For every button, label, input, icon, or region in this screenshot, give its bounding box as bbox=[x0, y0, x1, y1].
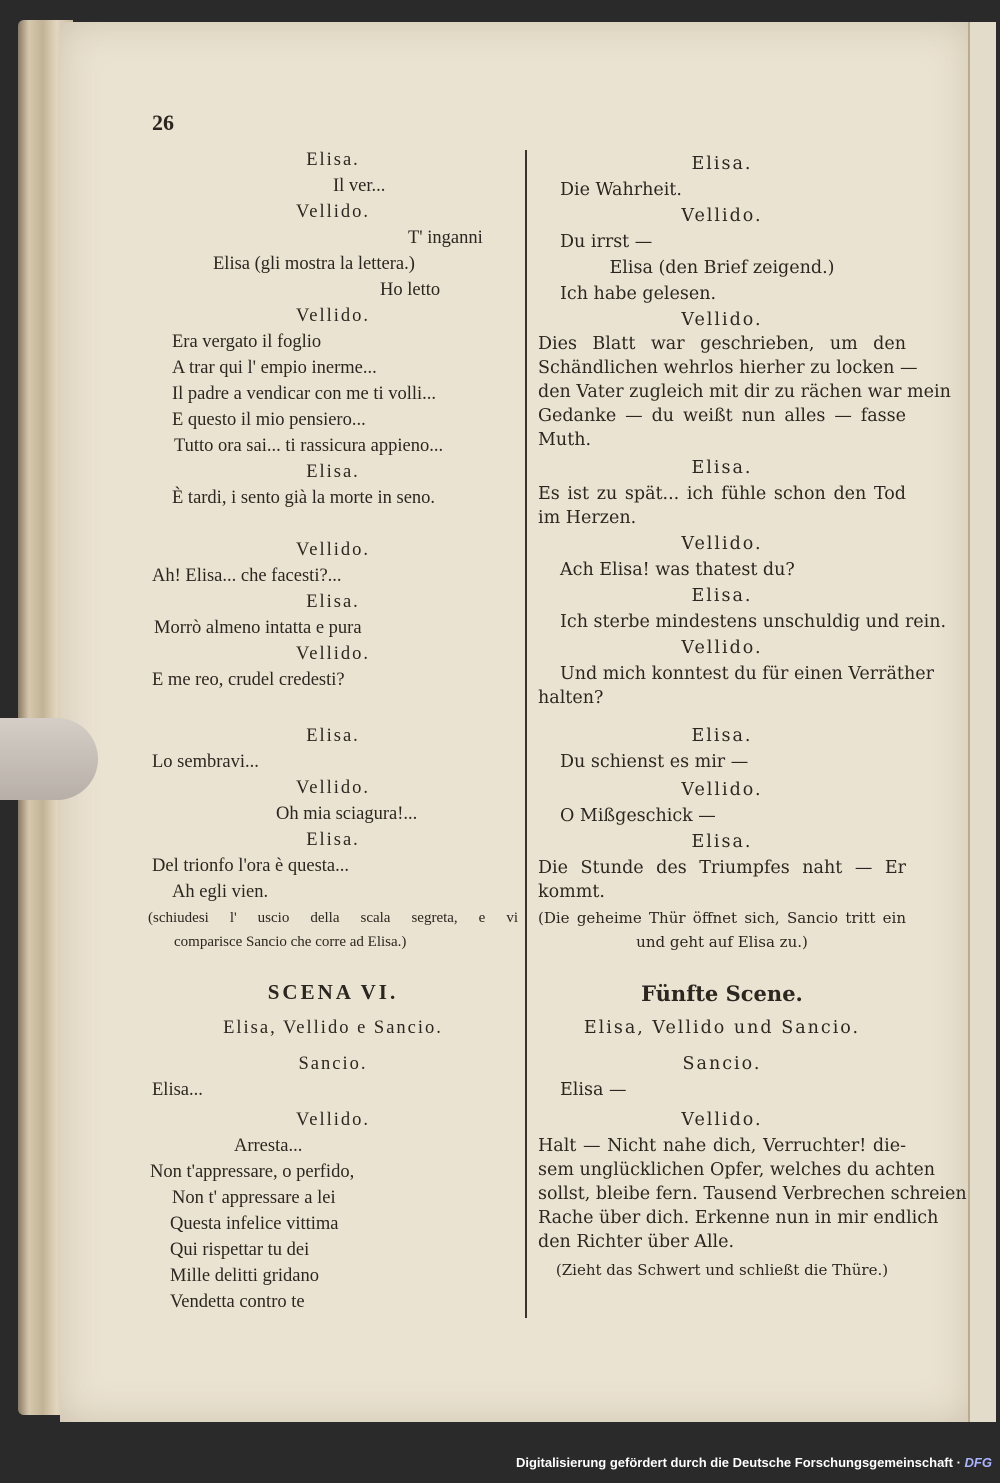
text-line: Und mich konntest du für einen Verräther bbox=[560, 664, 934, 684]
column-divider bbox=[525, 150, 527, 1318]
text-line: Du schienst es mir — bbox=[560, 752, 749, 772]
text-line: Non t' appressare a lei bbox=[172, 1188, 336, 1208]
text-line: kommt. bbox=[538, 882, 605, 902]
text-line: Vellido. bbox=[295, 540, 371, 560]
text-line: den Vater zugleich mit dir zu rächen war mein bbox=[538, 382, 951, 402]
text-line: Il padre a vendicar con me ti volli... bbox=[172, 384, 437, 404]
text-line: Elisa. bbox=[691, 832, 753, 852]
text-line: Sancio. bbox=[298, 1054, 368, 1074]
text-line: Ah! Elisa... che facesti?... bbox=[152, 566, 342, 586]
text-line: Ah egli vien. bbox=[172, 882, 269, 902]
text-line: Vellido. bbox=[295, 306, 371, 326]
text-line: Vellido. bbox=[681, 638, 763, 658]
text-line: Elisa (den Brief zeigend.) bbox=[609, 258, 835, 278]
text-line: im Herzen. bbox=[538, 508, 637, 528]
footer-text: Digitalisierung gefördert durch die Deutsche Forschungsgemeinschaft · bbox=[515, 1455, 961, 1470]
text-line: Qui rispettar tu dei bbox=[170, 1240, 310, 1260]
text-line: Ich habe gelesen. bbox=[560, 284, 717, 304]
text-line: Ich sterbe mindestens unschuldig und rein. bbox=[560, 612, 947, 632]
text-line: den Richter über Alle. bbox=[538, 1232, 735, 1252]
text-line: E questo il mio pensiero... bbox=[172, 410, 366, 430]
dfg-logo: DFG bbox=[964, 1455, 992, 1470]
next-page-strip bbox=[968, 22, 996, 1422]
text-line: Du irrst — bbox=[560, 232, 653, 252]
text-line: Mille delitti gridano bbox=[170, 1266, 320, 1286]
page-number: 26 bbox=[152, 110, 174, 135]
text-line: Elisa. bbox=[306, 830, 360, 850]
text-line: Vendetta contro te bbox=[170, 1292, 305, 1312]
text-line: Sancio. bbox=[682, 1054, 762, 1074]
text-line: Muth. bbox=[538, 430, 592, 450]
text-line: Elisa... bbox=[152, 1080, 203, 1100]
text-line: Oh mia sciagura!... bbox=[276, 804, 418, 824]
text-line: comparisce Sancio che corre ad Elisa.) bbox=[174, 934, 407, 950]
text-line: (Die geheime Thür öffnet sich, Sancio tritt ein bbox=[538, 909, 906, 927]
text-line: Elisa. bbox=[691, 458, 753, 478]
text-line: Elisa, Vellido und Sancio. bbox=[583, 1018, 861, 1038]
text-line: sem unglücklichen Opfer, welches du achten bbox=[538, 1160, 936, 1180]
text-line: Vellido. bbox=[681, 534, 763, 554]
text-line: Schändlichen wehrlos hierher zu locken — bbox=[538, 358, 918, 378]
text-line: und geht auf Elisa zu.) bbox=[636, 933, 808, 951]
text-line: Elisa. bbox=[306, 592, 360, 612]
text-line: Arresta... bbox=[234, 1136, 303, 1156]
text-line: (Zieht das Schwert und schließt die Thüre.) bbox=[555, 1261, 889, 1279]
text-line: Elisa (gli mostra la lettera.) bbox=[213, 254, 415, 274]
text-line: Die Wahrheit. bbox=[560, 180, 682, 200]
text-line: Morrò almeno intatta e pura bbox=[154, 618, 362, 638]
text-line: Elisa. bbox=[691, 154, 753, 174]
text-line: Es ist zu spät... ich fühle schon den Tod bbox=[538, 484, 906, 504]
text-line: Ho letto bbox=[380, 280, 441, 300]
text-line: Era vergato il foglio bbox=[172, 332, 322, 352]
text-line: Vellido. bbox=[295, 202, 371, 222]
text-line: Ach Elisa! was thatest du? bbox=[560, 560, 795, 580]
text-line: Del trionfo l'ora è questa... bbox=[152, 856, 350, 876]
text-line: halten? bbox=[538, 688, 604, 708]
text-line: Vellido. bbox=[295, 778, 371, 798]
text-line: O Mißgeschick — bbox=[560, 806, 716, 826]
text-line: Vellido. bbox=[681, 780, 763, 800]
text-line: Vellido. bbox=[681, 1110, 763, 1130]
text-line: Tutto ora sai... ti rassicura appieno... bbox=[174, 436, 444, 456]
text-line: Gedanke — du weißt nun alles — fasse bbox=[538, 406, 906, 426]
text-line: Halt — Nicht nahe dich, Verruchter! die- bbox=[538, 1136, 906, 1156]
text-line: Rache über dich. Erkenne nun in mir endlich bbox=[538, 1208, 939, 1228]
text-line: Elisa. bbox=[306, 726, 360, 746]
text-line: Questa infelice vittima bbox=[170, 1214, 339, 1234]
text-line: Il ver... bbox=[333, 176, 386, 196]
text-line: Dies Blatt war geschrieben, um den bbox=[538, 334, 906, 354]
text-line: Vellido. bbox=[681, 206, 763, 226]
text-line: Elisa. bbox=[691, 586, 753, 606]
text-line: sollst, bleibe fern. Tausend Verbrechen schreien bbox=[538, 1184, 967, 1204]
text-line: A trar qui l' empio inerme... bbox=[172, 358, 377, 378]
text-line: Elisa. bbox=[306, 462, 360, 482]
text-line: Vellido. bbox=[681, 310, 763, 330]
text-line: Fünfte Scene. bbox=[641, 981, 803, 1006]
text-line: Elisa — bbox=[560, 1080, 627, 1100]
text-line: SCENA VI. bbox=[267, 980, 399, 1004]
text-line: Elisa. bbox=[306, 150, 360, 170]
text-line: Non t'appressare, o perfido, bbox=[150, 1162, 355, 1182]
thumb-holding-page bbox=[0, 718, 98, 800]
text-line: Elisa. bbox=[691, 726, 753, 746]
text-line: (schiudesi l' uscio della scala segreta, e vi bbox=[148, 910, 518, 926]
text-line: E me reo, crudel credesti? bbox=[152, 670, 345, 690]
text-line: Elisa, Vellido e Sancio. bbox=[223, 1018, 443, 1038]
text-line: Vellido. bbox=[295, 1110, 371, 1130]
text-line: Lo sembravi... bbox=[152, 752, 259, 772]
text-line: È tardi, i sento già la morte in seno. bbox=[172, 488, 436, 508]
text-line: Die Stunde des Triumpfes naht — Er bbox=[538, 858, 906, 878]
text-line: Vellido. bbox=[295, 644, 371, 664]
digitization-footer bbox=[516, 1455, 992, 1470]
text-line: T' inganni bbox=[408, 228, 483, 248]
